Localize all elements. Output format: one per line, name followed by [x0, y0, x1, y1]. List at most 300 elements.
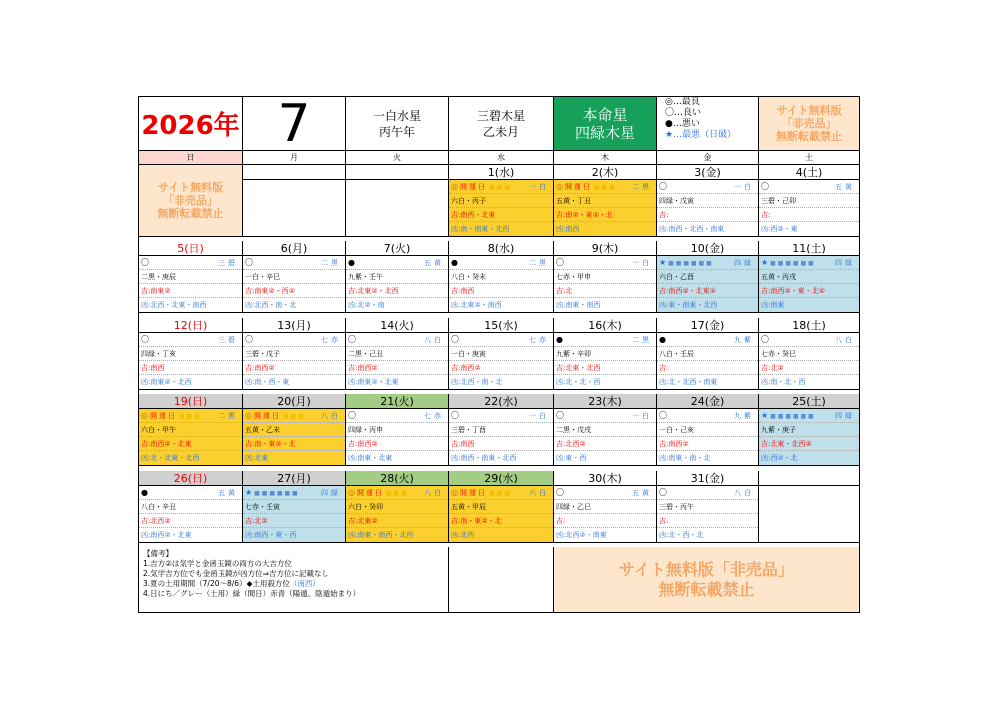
day-cell[interactable] [139, 333, 243, 390]
fortune-mark: 〇 [659, 487, 667, 497]
fortune-mark: ★ [761, 258, 769, 268]
kichi-directions: 南東②・西② [254, 287, 295, 296]
kyo-directions: 南・西・東 [254, 377, 290, 386]
day-star: 八白 [424, 335, 444, 344]
day-fortune-line [139, 486, 242, 500]
kyo-directions: 北西・南・北 [460, 377, 503, 386]
kichi-prefix: 吉: [348, 440, 358, 449]
day-kanshi: 一白・庚寅 [449, 347, 553, 361]
kichi-directions: 南東② [150, 287, 171, 296]
month-star: 三碧木星 [476, 108, 525, 123]
fortune-mark: ◎ [451, 182, 458, 191]
legend-good: 〇…良い [665, 108, 702, 118]
fortune-mark: ● [451, 258, 458, 268]
kyo-directions: 北②・南 [357, 301, 385, 310]
day-cell[interactable] [139, 486, 243, 543]
day-cell[interactable] [759, 333, 859, 390]
day-star: 七赤 [529, 335, 549, 344]
bottom-ad [554, 547, 859, 612]
day-kyo [449, 222, 553, 236]
day-number: 17(金) [657, 318, 759, 333]
kyo-directions: 北・西・北 [668, 530, 704, 539]
day-number: 4(土) [759, 165, 859, 180]
day-kanshi: 七赤・甲申 [554, 270, 656, 284]
day-cell[interactable] [759, 180, 859, 237]
kichi-prefix: 吉: [348, 516, 358, 525]
day-cell[interactable] [657, 333, 759, 390]
day-star: 五黄 [835, 183, 855, 191]
day-star: 四緑 [734, 259, 754, 268]
empty-day-number [759, 471, 859, 486]
day-number: 19(日) [139, 394, 243, 409]
kichi-prefix: 吉: [451, 363, 461, 372]
day-cell[interactable] [554, 256, 657, 313]
day-cell[interactable] [243, 409, 346, 466]
day-kyo [554, 375, 656, 389]
day-star: 七赤 [424, 412, 444, 421]
day-kyo [657, 375, 758, 389]
note-2: 2.気学吉方位でも金函玉鏡が凶方位⇒吉方位に記載なし [143, 569, 329, 578]
kichi-directions: 北東・北西 [565, 363, 601, 372]
kyo-directions: 北東 [254, 454, 269, 463]
day-number: 20(月) [243, 394, 346, 409]
kyo-prefix: 凶: [556, 454, 566, 463]
day-kyo [554, 298, 656, 312]
day-kyo [243, 528, 345, 542]
day-fortune-line [139, 409, 242, 423]
note-1: 1.吉方②は気学と金函玉鏡の両方の大吉方位 [143, 559, 292, 568]
month-kanshi: 乙未月 [482, 124, 519, 139]
day-kyo [139, 298, 242, 312]
day-cell[interactable] [346, 256, 449, 313]
kaiun-dots-icon: ■ ■ ■ [593, 184, 615, 191]
kichi-directions: 南西②・東・北② [770, 287, 825, 296]
day-number: 1(水) [449, 165, 554, 180]
kyo-directions: 東・西 [565, 454, 587, 463]
day-number: 18(土) [759, 318, 859, 333]
kyo-directions: 南東・北東 [357, 454, 393, 463]
fortune-mark: 〇 [245, 334, 253, 344]
year-title: 2026年 [139, 97, 243, 151]
day-kanshi: 九紫・庚子 [759, 423, 859, 437]
day-kichi [139, 284, 242, 298]
day-kyo [657, 528, 758, 542]
kyo-prefix: 凶: [348, 530, 358, 539]
day-number: 10(金) [657, 241, 759, 256]
note-3 [143, 579, 444, 589]
day-kichi [449, 284, 553, 298]
day-cell[interactable] [449, 180, 554, 237]
day-kichi [449, 361, 553, 375]
day-kyo [554, 222, 656, 236]
day-kanshi: 五黄・乙未 [243, 423, 345, 437]
day-fortune-line [449, 486, 553, 500]
day-kichi [243, 284, 345, 298]
fortune-mark: 〇 [245, 258, 253, 268]
day-cell[interactable] [554, 409, 657, 466]
fortune-mark: 〇 [556, 487, 564, 497]
day-fortune-line [657, 486, 758, 500]
day-fortune-line [243, 256, 345, 270]
day-kanshi: 五黄・丙戌 [759, 270, 859, 284]
day-cell[interactable] [449, 333, 554, 390]
kyo-prefix: 凶: [451, 530, 461, 539]
kichi-directions: 南西 [460, 287, 475, 296]
kyo-directions: 西②・北 [770, 454, 798, 463]
kyo-prefix: 凶: [761, 225, 771, 233]
day-cell[interactable] [243, 256, 346, 313]
day-kichi [346, 361, 448, 375]
kyo-directions: 南東②・北西 [150, 377, 192, 386]
day-number: 26(日) [139, 471, 243, 486]
kichi-prefix: 吉: [556, 516, 566, 525]
day-kichi [759, 284, 859, 298]
kyo-directions: 南・北・西 [770, 377, 806, 386]
day-star: 二黒 [321, 259, 341, 268]
kichi-directions: 北東② [357, 516, 378, 525]
day-fortune-line [243, 486, 345, 500]
doyo-direction: （南西） [289, 579, 320, 588]
day-fortune-line [139, 333, 242, 347]
note-3-text: 3.夏の土用期間（7/20～8/6）◆土用殺方位 [143, 579, 290, 588]
day-number: 11(土) [759, 241, 859, 256]
day-kyo [449, 298, 553, 312]
day-kichi [657, 361, 758, 375]
kaiun-label: 開運日 [459, 183, 487, 191]
header-ad [759, 97, 859, 151]
day-fortune-line [346, 409, 448, 423]
day-star: 三碧 [218, 259, 238, 268]
kyo-prefix: 凶: [659, 530, 669, 539]
fortune-mark: ★ [659, 258, 667, 268]
kichi-prefix: 吉: [245, 516, 255, 525]
day-star: 五黄 [424, 259, 444, 268]
day-star: 五黄 [632, 488, 652, 497]
kichi-prefix: 吉: [141, 363, 151, 372]
kichi-prefix: 吉: [245, 287, 255, 296]
kyo-prefix: 凶: [451, 301, 461, 310]
kichi-prefix: 吉: [659, 287, 669, 296]
kichi-prefix: 吉: [556, 363, 566, 372]
legend-best: ◎…最良 [665, 97, 700, 107]
day-fortune-line [657, 409, 758, 423]
kichi-prefix: 吉: [761, 363, 771, 372]
kaiun-dots-icon: ■ ■ ■ [178, 413, 200, 421]
day-number: 16(木) [554, 318, 657, 333]
kichi-prefix: 吉: [451, 516, 461, 525]
day-kichi [243, 514, 345, 528]
day-kichi [657, 514, 758, 528]
month-number: 7 [243, 97, 346, 151]
kyo-directions: 南西②・北東 [150, 530, 192, 539]
day-kanshi: 三碧・丙午 [657, 500, 758, 514]
day-kanshi: 六白・甲午 [139, 423, 242, 437]
kyo-prefix: 凶: [348, 377, 358, 386]
day-kanshi: 八白・癸未 [449, 270, 553, 284]
day-kyo [449, 451, 553, 465]
weekday-6: 土 [759, 151, 859, 165]
day-star: 八白 [734, 488, 754, 497]
day-cell[interactable] [554, 180, 657, 237]
year-star: 一白水星 [372, 108, 421, 123]
kaiun-dots-icon: ■ ■ ■ [488, 489, 510, 497]
honmei-star: 四緑木星 [574, 123, 635, 142]
kichi-prefix: 吉: [245, 363, 255, 372]
week-ad [139, 165, 243, 237]
day-kanshi: 三碧・丁酉 [449, 423, 553, 437]
day-kanshi: 三碧・己卯 [759, 194, 859, 208]
kichi-prefix: 吉: [141, 440, 151, 449]
day-kyo [657, 298, 758, 312]
kichi-directions: 南西② [357, 440, 378, 449]
fortune-mark: 〇 [141, 334, 149, 344]
day-fortune-line [449, 180, 553, 194]
kichi-prefix: 吉: [659, 440, 669, 449]
day-cell[interactable] [657, 256, 759, 313]
notes [139, 547, 449, 612]
day-kyo [139, 375, 242, 389]
day-kanshi: 二黒・庚辰 [139, 270, 242, 284]
day-number: 15(水) [449, 318, 554, 333]
kaiun-dots-icon: ■ ■ ■ [488, 184, 510, 191]
kichi-prefix: 吉: [141, 516, 151, 525]
day-cell[interactable] [657, 409, 759, 466]
day-kanshi: 四緑・戊寅 [657, 194, 758, 208]
day-star: 五黄 [218, 488, 238, 497]
day-number: 3(金) [657, 165, 759, 180]
kyo-prefix: 凶: [659, 225, 669, 233]
kaiun-dots-icon: ■ ■ ■ [282, 413, 304, 421]
fortune-mark: 〇 [659, 182, 667, 191]
best-dots-icon: ■ ■ ■ ■ ■ ■ [770, 413, 814, 421]
kichi-directions: 南西②・北東 [150, 440, 192, 449]
kichi-directions: 南西② [460, 363, 481, 372]
kyo-directions: 南西 [565, 225, 580, 233]
kichi-directions: 南西② [254, 363, 275, 372]
kichi-prefix: 吉: [556, 440, 566, 449]
week-row [139, 241, 859, 313]
day-kichi [759, 361, 859, 375]
kyo-prefix: 凶: [245, 530, 255, 539]
day-cell[interactable] [243, 333, 346, 390]
day-kanshi: 四緑・丙申 [346, 423, 448, 437]
day-kichi [759, 208, 859, 222]
kaiun-dots-icon: ■ ■ ■ [385, 489, 407, 497]
day-kichi [346, 437, 448, 451]
day-number: 22(水) [449, 394, 554, 409]
day-cell[interactable] [449, 409, 554, 466]
kichi-directions: 南②・東②・北 [565, 211, 613, 219]
day-cell[interactable] [449, 256, 554, 313]
day-cell[interactable] [346, 409, 449, 466]
day-star: 二黒 [632, 335, 652, 344]
kichi-directions: 北② [254, 516, 268, 525]
day-fortune-line [243, 333, 345, 347]
day-kichi [554, 437, 656, 451]
best-dots-icon: ■ ■ ■ ■ ■ ■ [770, 260, 814, 268]
day-cell[interactable] [657, 486, 759, 543]
fortune-mark: ◎ [556, 182, 563, 191]
day-fortune-line [139, 256, 242, 270]
day-kanshi: 六白・丙子 [449, 194, 553, 208]
weekday-2: 火 [346, 151, 449, 165]
day-kichi [554, 284, 656, 298]
weekday-5: 金 [657, 151, 759, 165]
day-number: 13(月) [243, 318, 346, 333]
day-kanshi: 九紫・辛卯 [554, 347, 656, 361]
day-fortune-line [346, 486, 448, 500]
kyo-prefix: 凶: [141, 530, 151, 539]
year-star-box [346, 97, 449, 151]
week-ad-line: 「非売品」 [163, 194, 218, 207]
kichi-prefix: 吉: [556, 287, 566, 296]
day-star: 九紫 [734, 412, 754, 421]
day-fortune-line [554, 333, 656, 347]
week-row [139, 471, 859, 543]
fortune-mark: ◎ [348, 487, 355, 497]
day-fortune-line [449, 333, 553, 347]
day-kanshi: 五黄・甲辰 [449, 500, 553, 514]
kichi-directions: 南西②・北東② [668, 287, 716, 296]
day-cell[interactable] [759, 256, 859, 313]
day-kichi [449, 208, 553, 222]
kyo-prefix: 凶: [659, 377, 669, 386]
day-kyo [759, 222, 859, 236]
day-kichi [554, 208, 656, 222]
kyo-prefix: 凶: [348, 301, 358, 310]
fortune-mark: 〇 [348, 411, 356, 421]
fortune-mark: ● [141, 487, 148, 497]
week-ad-line: 無断転載禁止 [157, 207, 224, 220]
day-kichi [449, 514, 553, 528]
kichi-prefix: 吉: [761, 440, 771, 449]
weekday-0: 日 [139, 151, 243, 165]
fortune-mark: ● [348, 258, 355, 268]
kaiun-label: 開運日 [459, 488, 487, 497]
day-cell[interactable] [243, 486, 346, 543]
day-star: 二黒 [529, 259, 549, 268]
kyo-prefix: 凶: [245, 454, 255, 463]
day-kichi [759, 437, 859, 451]
day-fortune-line [554, 256, 656, 270]
kichi-prefix: 吉: [245, 440, 255, 449]
kichi-directions: 北西② [150, 516, 171, 525]
note-4: 4.日にち／グレー（土用）緑（間日）赤青（陽遁、陰遁始まり） [143, 589, 361, 598]
kyo-prefix: 凶: [451, 377, 461, 386]
day-cell[interactable] [554, 486, 657, 543]
day-kanshi: 九紫・壬午 [346, 270, 448, 284]
day-kanshi: 二黒・戊戌 [554, 423, 656, 437]
day-cell[interactable] [657, 180, 759, 237]
kaiun-label: 開運日 [149, 412, 177, 421]
kyo-directions: 南東・南西 [565, 301, 601, 310]
kyo-directions: 北東②・南西 [460, 301, 502, 310]
day-kichi [554, 361, 656, 375]
day-kyo [346, 451, 448, 465]
day-cell[interactable] [759, 409, 859, 466]
kyo-directions: 北・北西・南東 [668, 377, 718, 386]
day-star: 四緑 [835, 412, 855, 421]
week-row [139, 165, 859, 237]
fortune-mark: 〇 [451, 411, 459, 421]
kyo-directions: 南西・北西・南東 [668, 225, 725, 233]
day-star: 八白 [424, 488, 444, 497]
honmei-box [554, 97, 657, 151]
kaiun-label: 開運日 [564, 183, 592, 191]
kyo-directions: 南西・南東・北西 [460, 454, 517, 463]
fortune-mark: 〇 [556, 411, 564, 421]
day-number: 24(金) [657, 394, 759, 409]
day-fortune-line [346, 333, 448, 347]
day-kichi [657, 208, 758, 222]
day-cell[interactable] [139, 409, 243, 466]
kichi-prefix: 吉: [348, 287, 358, 296]
day-fortune-line [554, 409, 656, 423]
weekday-1: 月 [243, 151, 346, 165]
weekday-3: 水 [449, 151, 554, 165]
day-number: 27(月) [243, 471, 346, 486]
day-fortune-line [657, 180, 758, 194]
ad-line-3: 無断転載禁止 [776, 130, 842, 143]
empty-day-cell [243, 180, 346, 237]
day-fortune-line [657, 256, 758, 270]
fortune-mark: 〇 [761, 182, 769, 191]
year-kanshi: 丙午年 [378, 124, 415, 139]
kichi-directions: 北西② [565, 440, 586, 449]
fortune-mark: ★ [245, 487, 253, 497]
kyo-directions: 北・北・西 [565, 377, 601, 386]
day-kichi [139, 437, 242, 451]
kyo-directions: 西②・東 [770, 225, 798, 233]
day-fortune-line [554, 180, 656, 194]
kaiun-label: 開運日 [253, 412, 281, 421]
kyo-prefix: 凶: [659, 301, 669, 310]
day-kanshi: 七赤・壬寅 [243, 500, 345, 514]
day-kanshi: 一白・己亥 [657, 423, 758, 437]
day-star: 一白 [632, 412, 652, 421]
day-kyo [243, 375, 345, 389]
day-cell[interactable] [554, 333, 657, 390]
kaiun-label: 開運日 [356, 488, 384, 497]
weekday-header [139, 151, 859, 165]
kyo-directions: 南東 [770, 301, 785, 310]
day-cell[interactable] [346, 486, 449, 543]
kichi-prefix: 吉: [761, 287, 771, 296]
kichi-prefix: 吉: [659, 516, 669, 525]
day-star: 八白 [321, 412, 341, 421]
day-star: 一白 [529, 412, 549, 421]
day-kanshi: 四緑・乙巳 [554, 500, 656, 514]
kyo-prefix: 凶: [141, 301, 151, 310]
day-kyo [759, 451, 859, 465]
day-kanshi: 六白・乙酉 [657, 270, 758, 284]
day-cell[interactable] [449, 486, 554, 543]
day-kichi [449, 437, 553, 451]
fortune-mark: ● [556, 334, 563, 344]
day-kyo [554, 528, 656, 542]
kichi-prefix: 吉: [451, 287, 461, 296]
best-dots-icon: ■ ■ ■ ■ ■ ■ [668, 260, 712, 268]
kyo-directions: 南東・南西・北西 [357, 530, 414, 539]
day-kanshi: 六白・癸卯 [346, 500, 448, 514]
kyo-prefix: 凶: [141, 454, 151, 463]
day-kyo [449, 375, 553, 389]
day-cell[interactable] [139, 256, 243, 313]
empty-day-number [346, 165, 449, 180]
empty-day-number [243, 165, 346, 180]
legend-bad: ●…悪い [665, 119, 700, 129]
day-cell[interactable] [346, 333, 449, 390]
